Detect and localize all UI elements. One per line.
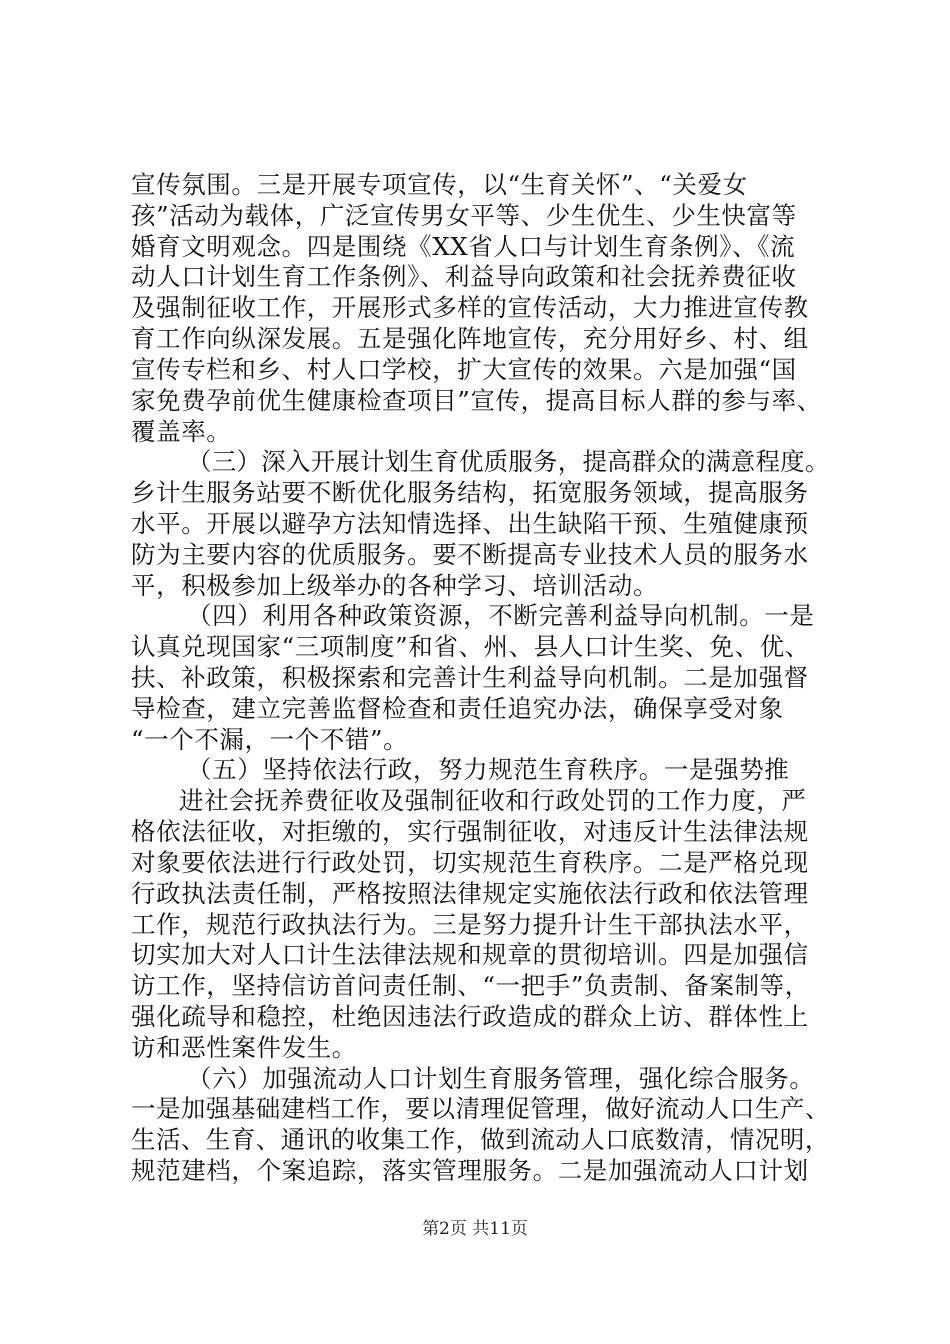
text-line: 切实加大对人口计生法律法规和规章的贯彻培训。四是加强信 [131,940,809,969]
text-line: 平，积极参加上级举办的各种学习、培训活动。 [131,571,659,600]
text-line: 对象要依法进行行政处罚，切实规范生育秩序。二是严格兑现 [131,848,809,877]
text-line: 格依法征收，对拒缴的，实行强制征收，对违反计生法律法规 [131,817,809,846]
text-line: 访工作，坚持信访首问责任制、“一把手”负责制、备案制等， [131,971,810,1000]
text-line: 认真兑现国家“三项制度”和省、州、县人口计生奖、免、优、 [131,632,810,661]
text-line: 乡计生服务站要不断优化服务结构，拓宽服务领域，提高服务 [131,478,809,507]
text-line: 规范建档，个案追踪，落实管理服务。二是加强流动人口计划 [131,1156,809,1185]
text-line: 行政执法责任制，严格按照法律规定实施依法行政和依法管理 [131,879,809,908]
text-line: 生活、生育、通讯的收集工作，做到流动人口底数清，情况明， [131,1125,830,1154]
text-line: （四）利用各种政策资源，不断完善利益导向机制。一是 [187,601,815,630]
text-line: 育工作向纵深发展。五是强化阵地宣传，充分用好乡、村、组 [131,324,809,353]
text-line: 扶、补政策，积极探索和完善计生利益导向机制。二是加强督 [131,663,809,692]
text-line: （五）坚持依法行政，努力规范生育秩序。一是强势推 [187,755,790,784]
text-line: 导检查，建立完善监督检查和责任追究办法，确保享受对象 [131,694,784,723]
text-line: 访和恶性案件发生。 [131,1033,357,1062]
text-line: 工作，规范行政执法行为。三是努力提升计生干部执法水平， [131,910,809,939]
text-line: 婚育文明观念。四是围绕《XX省人口与计划生育条例》、《流 [131,232,796,261]
text-line: （三）深入开展计划生育优质服务，提高群众的满意程度。 [187,447,830,476]
text-line: （六）加强流动人口计划生育服务管理，强化综合服务。 [187,1064,815,1093]
text-line: 及强制征收工作，开展形式多样的宣传活动，大力推进宣传教 [131,293,809,322]
text-line: 动人口计划生育工作条例》、利益导向政策和社会抚养费征收 [131,262,797,291]
text-line: “一个不漏，一个不错”。 [131,725,409,754]
text-line: 强化疏导和稳控，杜绝因违法行政造成的群众上访、群体性上 [131,1002,809,1031]
text-line: 进社会抚养费征收及强制征收和行政处罚的工作力度，严 [179,786,807,815]
text-line: 宣传氛围。三是开展专项宣传，以“生育关怀”、“关爱女 [131,170,748,199]
text-line: 覆盖率。 [131,417,232,446]
text-line: 宣传专栏和乡、村人口学校，扩大宣传的效果。六是加强“国 [131,355,797,384]
text-line: 家免费孕前优生健康检查项目”宣传，提高目标人群的参与率、 [131,386,822,415]
text-line: 防为主要内容的优质服务。要不断提高专业技术人员的服务水 [131,540,809,569]
text-line: 水平。开展以避孕方法知情选择、出生缺陷干预、生殖健康预 [131,509,809,538]
text-line: 孩”活动为载体，广泛宣传男女平等、少生优生、少生快富等 [131,201,797,230]
text-line: 一是加强基础建档工作，要以清理促管理，做好流动人口生产、 [131,1094,830,1123]
page-number-footer: 第2页 共11页 [422,1219,528,1239]
